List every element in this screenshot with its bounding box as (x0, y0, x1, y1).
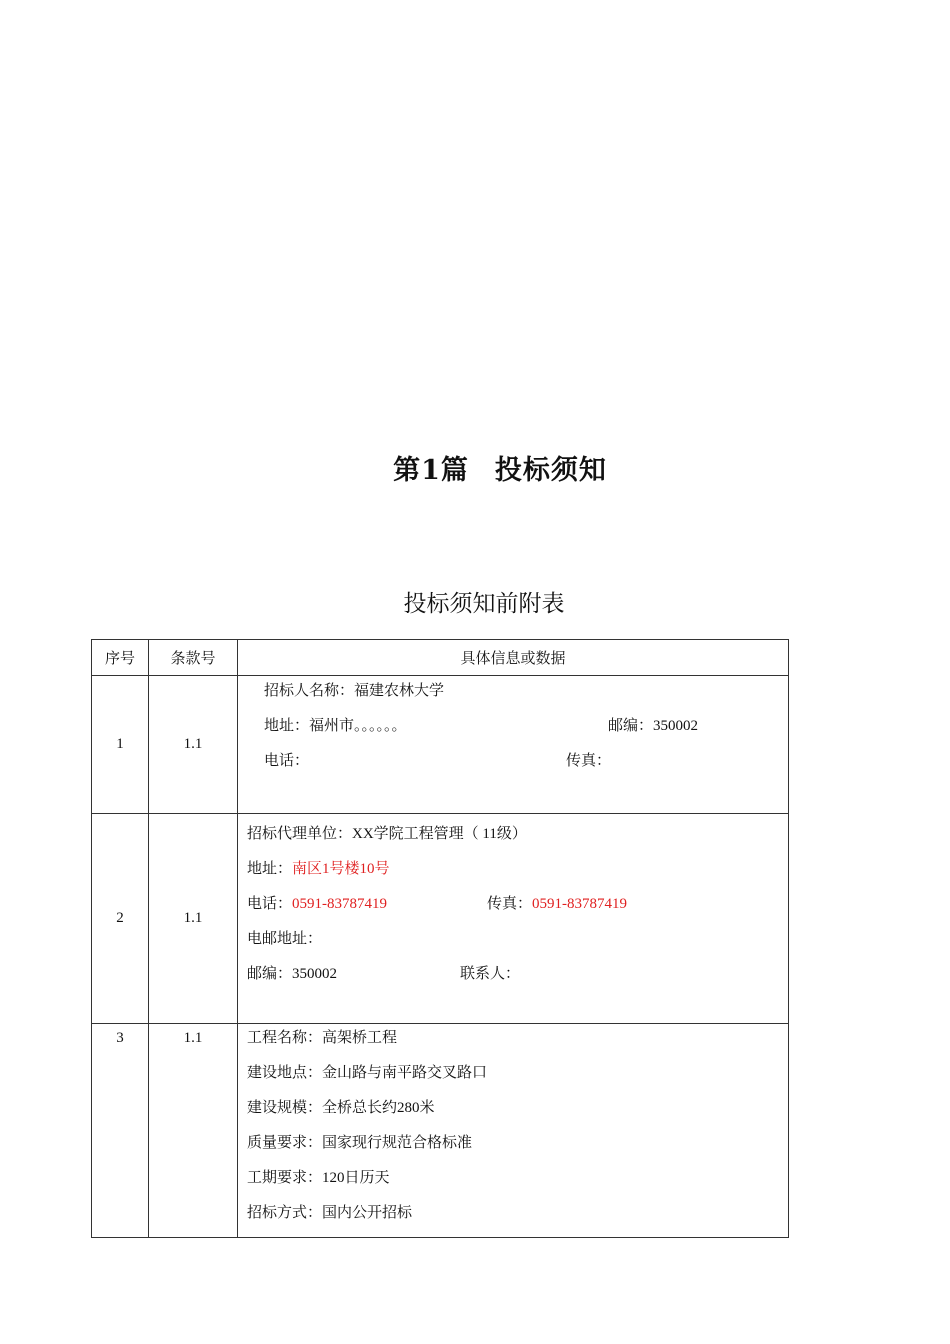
tenderer-address-line (238, 712, 788, 747)
tenderer-name: 招标人名称：福建农林大学 (264, 683, 445, 699)
table-title: 投标须知前附表 (403, 591, 565, 616)
row-clause: 1.1 (149, 814, 238, 1024)
part-title-text: 投标须知 (494, 455, 607, 486)
agency-name: 招标代理单位：XX学院工程管理（ 11级） (247, 826, 527, 842)
agency-phone-label: 电话： (247, 896, 293, 912)
part-number: 第1篇 (393, 455, 469, 486)
appendix-table (91, 639, 789, 1238)
row-info (238, 676, 789, 814)
table-header-row (92, 640, 789, 676)
row-clause: 1.1 (149, 1024, 238, 1238)
agency-fax-label: 传真： (487, 896, 533, 912)
tender-method: 招标方式：国内公开招标 (247, 1205, 413, 1221)
agency-email: 电邮地址： (247, 931, 323, 947)
table-row (92, 676, 789, 814)
table-row (92, 814, 789, 1024)
project-name: 工程名称：高架桥工程 (247, 1030, 398, 1046)
agency-phone-value: 0591-83787419 (292, 896, 388, 912)
tenderer-postcode: 邮编：350002 (608, 718, 699, 734)
tenderer-phone: 电话： (264, 753, 310, 769)
agency-contact: 联系人： (460, 966, 521, 982)
agency-address-label: 地址： (247, 861, 293, 877)
tenderer-address: 地址：福州市。。。。。。 (264, 718, 407, 734)
row-seq: 3 (92, 1024, 149, 1238)
part-heading (0, 448, 950, 487)
agency-fax (487, 890, 627, 918)
agency-address-line (238, 855, 788, 890)
row-seq: 2 (92, 814, 149, 1024)
project-scale: 建设规模：全桥总长约280米 (247, 1100, 435, 1116)
project-location: 建设地点：金山路与南平路交叉路口 (247, 1065, 488, 1081)
header-seq: 序号 (92, 640, 149, 676)
project-duration: 工期要求：120日历天 (247, 1170, 390, 1186)
table-row (92, 1024, 789, 1238)
row-info (238, 814, 789, 1024)
project-quality: 质量要求：国家现行规范合格标准 (247, 1135, 473, 1151)
row-seq: 1 (92, 676, 149, 814)
agency-phone-line (238, 890, 788, 925)
tenderer-contact-line (238, 747, 788, 782)
agency-postcode-line (238, 960, 788, 995)
row-info (238, 1024, 789, 1238)
row-clause: 1.1 (149, 676, 238, 814)
agency-fax-value: 0591-83787419 (532, 896, 628, 912)
tenderer-fax: 传真： (566, 753, 612, 769)
header-info: 具体信息或数据 (238, 640, 789, 676)
header-clause: 条款号 (149, 640, 238, 676)
agency-address-value: 南区1号楼10号 (292, 861, 390, 877)
agency-postcode: 邮编：350002 (247, 966, 338, 982)
